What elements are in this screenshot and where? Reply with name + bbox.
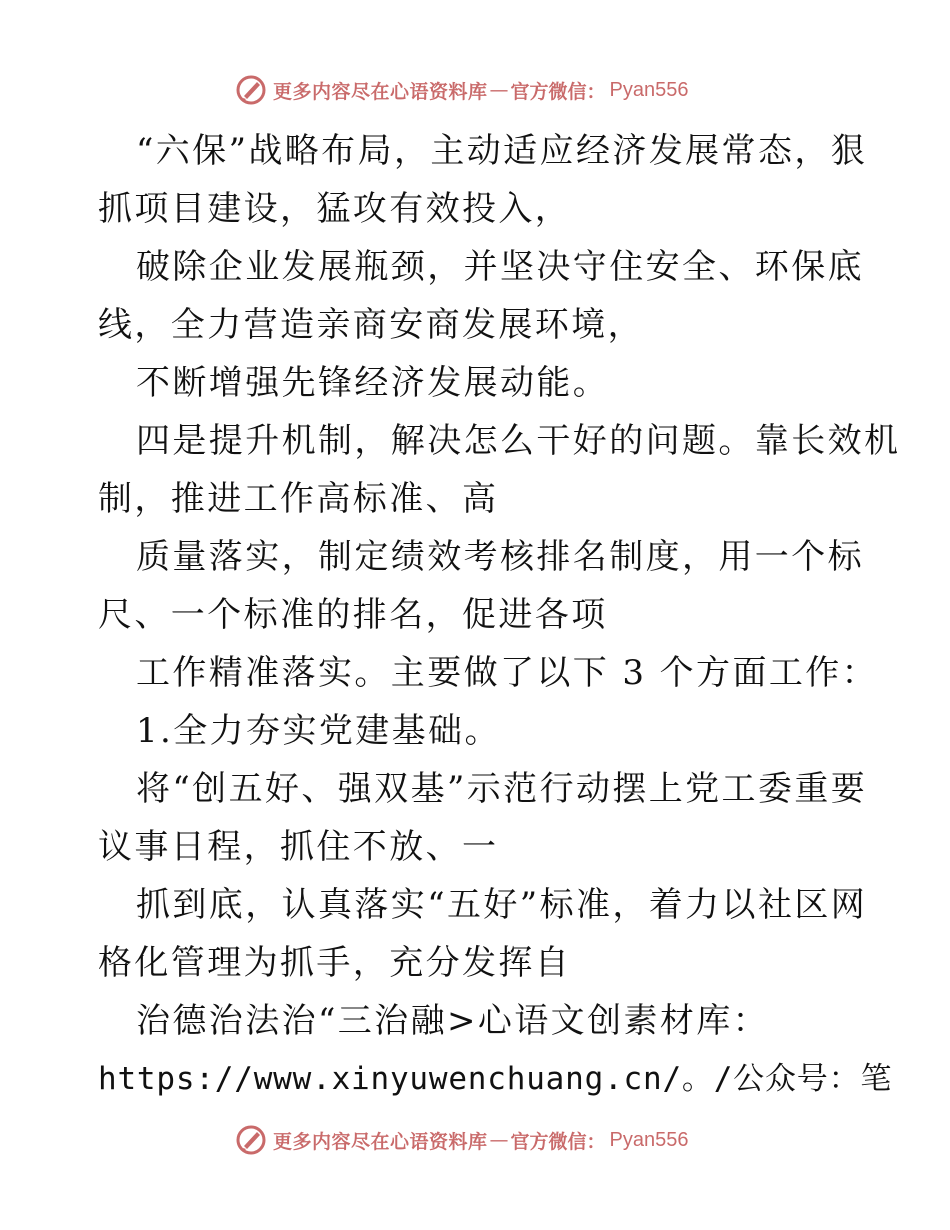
header-dash: —	[489, 79, 509, 101]
brand-logo-icon	[235, 74, 267, 106]
brand-logo-icon	[235, 1124, 267, 1156]
document-body	[98, 122, 901, 1108]
text-line: 治德治法治“三治融>心语文创素材库：	[136, 1001, 770, 1041]
footer-wechat-label: 官方微信：	[510, 1130, 606, 1153]
footer-brand-text: 更多内容尽在心语资料库	[273, 1130, 488, 1153]
text-line: 破除企业发展瓶颈，并坚决守住安全、环保底	[136, 247, 864, 287]
text-line-url: https://www.xinyuwenchuang.cn/。/公众号：笔	[98, 1061, 893, 1097]
header-watermark	[235, 72, 689, 108]
header-brand-text: 更多内容尽在心语资料库	[273, 80, 488, 103]
footer-wechat-id: Pyan556	[609, 1128, 689, 1151]
footer-watermark	[235, 1122, 689, 1158]
text-line: 四是提升机制，解决怎么干好的问题。靠长效机	[136, 421, 901, 461]
text-line: 抓项目建设，猛攻有效投入，	[98, 189, 572, 229]
text-line: 工作精准落实。主要做了以下 3 个方面工作：	[136, 653, 879, 693]
text-line: 将“创五好、强双基”示范行动摆上党工委重要	[136, 769, 868, 809]
text-line: 质量落实，制定绩效考核排名制度，用一个标	[136, 537, 864, 577]
text-line: 议事日程，抓住不放、一	[98, 827, 499, 867]
text-line: 线，全力营造亲商安商发展环境，	[98, 305, 644, 345]
text-line: 抓到底，认真落实“五好”标准，着力以社区网	[136, 885, 868, 925]
text-line: 尺、一个标准的排名，促进各项	[98, 595, 608, 635]
text-line: “六保”战略布局，主动适应经济发展常态，狠	[136, 131, 868, 171]
header-wechat-label: 官方微信：	[510, 80, 606, 103]
text-line: 不断增强先锋经济发展动能。	[136, 363, 610, 403]
header-wechat-id: Pyan556	[609, 78, 689, 101]
text-line: 1.全力夯实党建基础。	[136, 711, 501, 751]
footer-dash: —	[489, 1129, 509, 1151]
text-line: 格化管理为抓手，充分发挥自	[98, 943, 572, 983]
text-line: 制，推进工作高标准、高	[98, 479, 499, 519]
